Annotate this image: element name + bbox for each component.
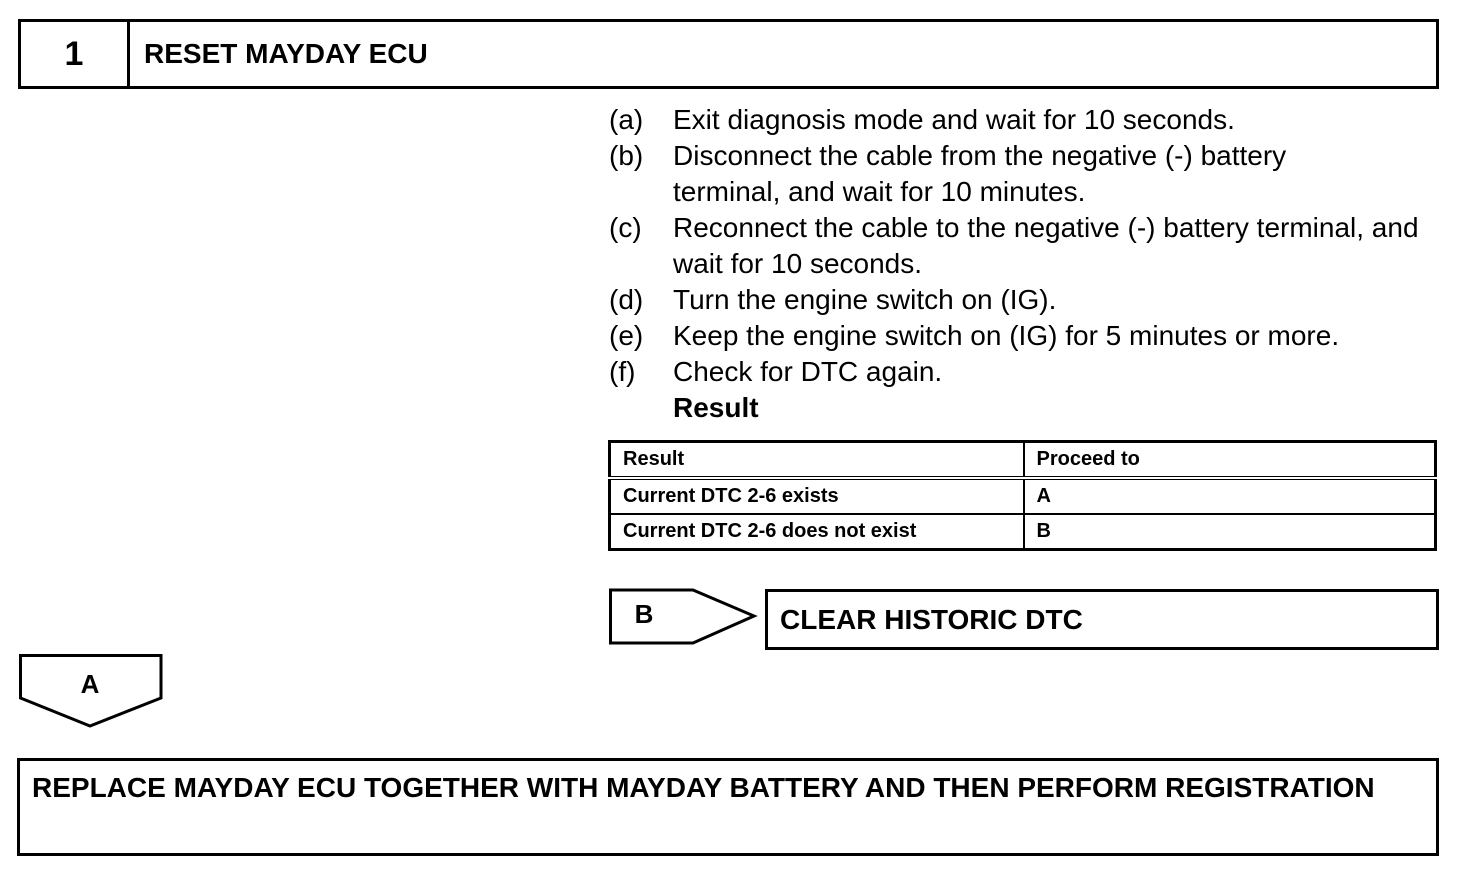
step-text: Keep the engine switch on (IG) for 5 minutes or more. [673,320,1340,351]
result-heading: Result [673,392,759,423]
step-number: 1 [21,22,130,86]
table-header-row [610,442,1436,478]
step-label: (f) [609,356,636,387]
procedure-step-d [609,282,1449,318]
final-action-box [17,758,1439,856]
procedure-step-c [609,210,1449,282]
step-label: (e) [609,320,644,351]
branch-b-label: B [634,599,654,629]
final-action-text: REPLACE MAYDAY ECU TOGETHER WITH MAYDAY BATTERY AND THEN PERFORM REGISTRATION [32,772,1375,803]
branch-b-action-text: CLEAR HISTORIC DTC [780,604,1083,635]
procedure-list [609,102,1449,390]
procedure-step-e [609,318,1449,354]
step-header [18,19,1439,89]
step-text: Exit diagnosis mode and wait for 10 seconds. [673,104,1235,135]
column-header-proceed-to: Proceed to [1024,442,1436,478]
procedure-step-a [609,102,1449,138]
result-table [608,440,1437,551]
step-title: RESET MAYDAY ECU [144,38,428,69]
proceed-to-cell: A [1024,478,1436,514]
step-label: (c) [609,212,642,243]
result-cell: Current DTC 2-6 exists [610,478,1024,514]
step-label: (b) [609,140,644,171]
branch-a-label: A [80,669,100,699]
result-cell: Current DTC 2-6 does not exist [610,514,1024,550]
proceed-to-cell: B [1024,514,1436,550]
step-text: Turn the engine switch on (IG). [673,284,1057,315]
table-row [610,478,1436,514]
table-row [610,514,1436,550]
step-label: (a) [609,104,644,135]
procedure-step-b [609,138,1449,210]
procedure-step-f [609,354,1449,390]
step-text: Disconnect the cable from the negative (-) battery terminal, and wait for 10 minutes. [673,140,1287,207]
step-text: Check for DTC again. [673,356,943,387]
branch-b-action-box [765,589,1439,650]
column-header-result: Result [610,442,1024,478]
step-label: (d) [609,284,644,315]
step-text: Reconnect the cable to the negative (-) battery terminal, and wait for 10 seconds. [673,212,1419,279]
